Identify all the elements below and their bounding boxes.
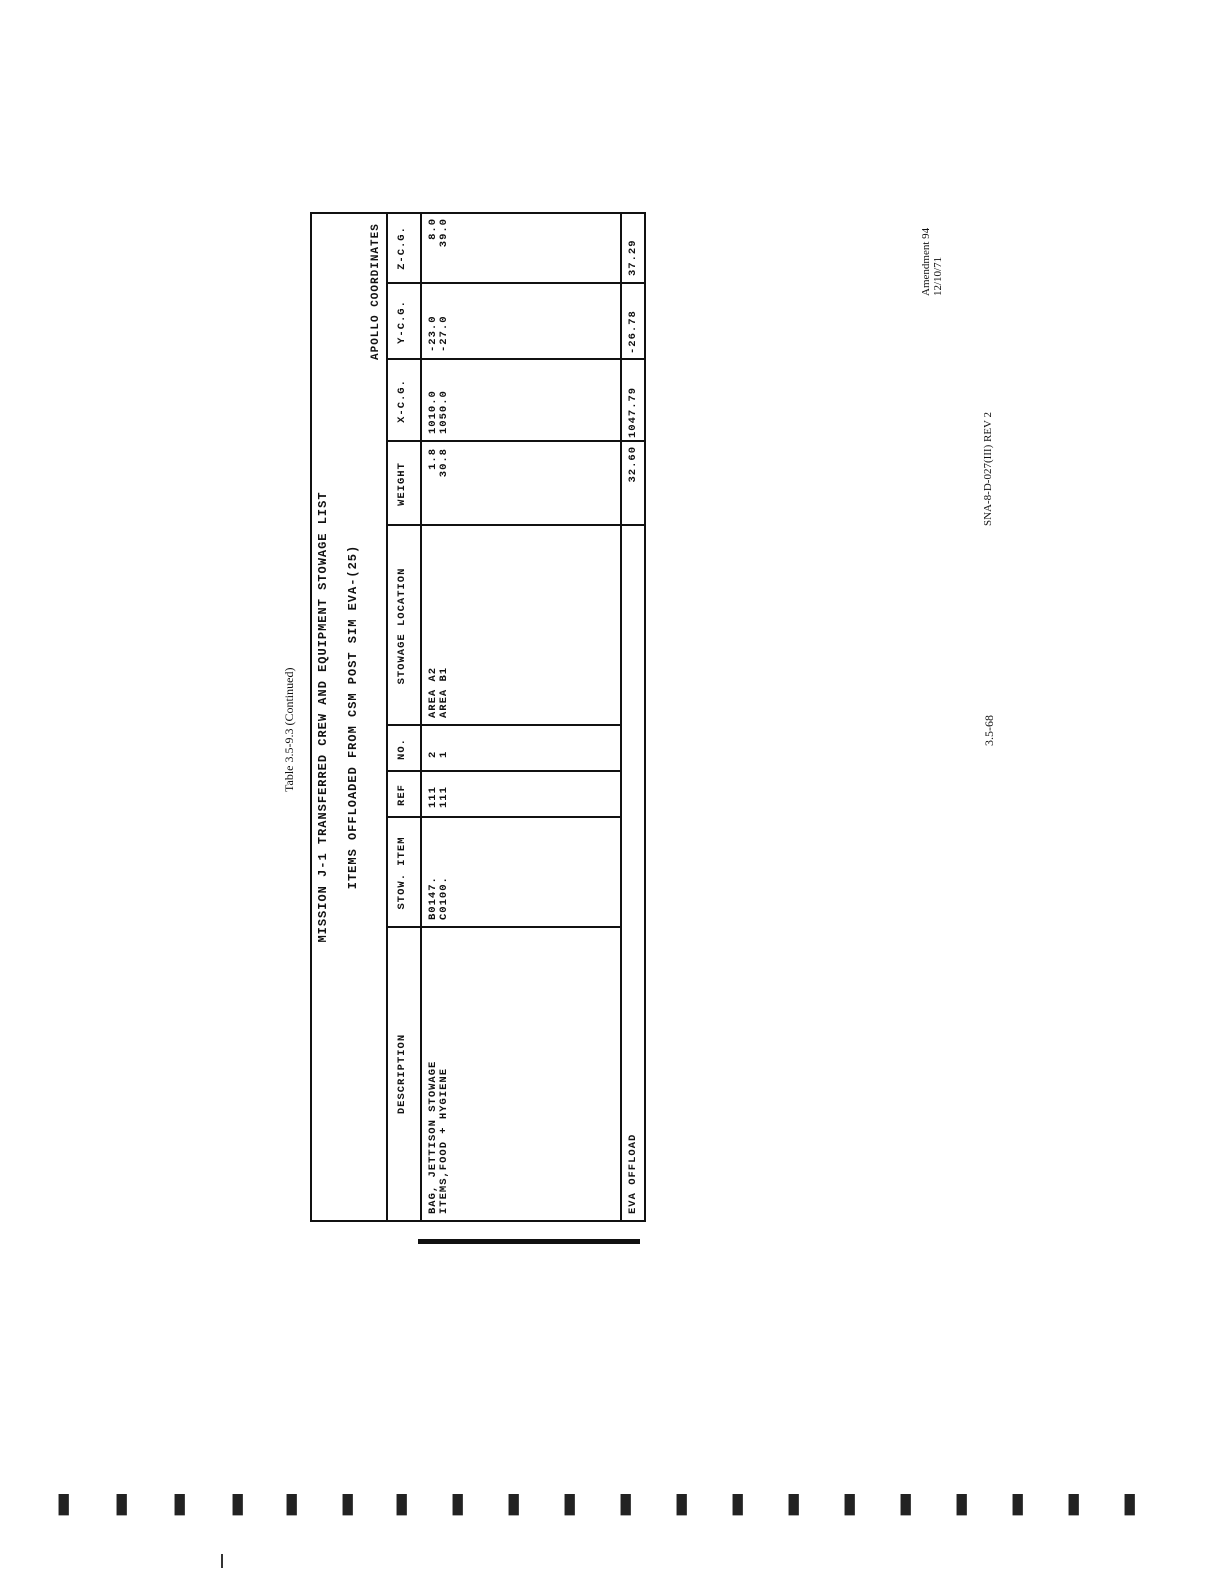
page-number: 3.5-68 xyxy=(982,715,996,746)
row-z-cg: 8.0 39.0 xyxy=(427,218,450,248)
row-weight: 1.8 30.8 xyxy=(427,448,450,478)
col-description: DESCRIPTION xyxy=(396,1033,408,1115)
table-title: MISSION J-1 TRANSFERRED CREW AND EQUIPMENT STOWAGE LIST xyxy=(316,491,330,943)
col-ref: REF xyxy=(396,784,408,806)
scan-tick xyxy=(221,1554,223,1568)
col-stow-item: STOW. ITEM xyxy=(396,836,408,910)
header-rule xyxy=(386,214,388,1220)
amendment-label: Amendment 94 xyxy=(920,227,932,296)
row-no: 2 1 xyxy=(427,750,450,758)
table-subtitle: ITEMS OFFLOADED FROM CSM POST SIM EVA-(25) xyxy=(346,544,360,890)
amendment-date: 12/10/71 xyxy=(932,256,944,296)
total-x-cg: 1047.79 xyxy=(627,386,639,438)
row-y-cg: -23.0 -27.0 xyxy=(427,315,450,352)
column-header-rule xyxy=(420,214,422,1220)
coord-group-heading: APOLLO COORDINATES xyxy=(370,223,382,360)
row-description: BAG, JETTISON STOWAGE ITEMS,FOOD + HYGIENE xyxy=(427,1060,450,1214)
scan-edge-marks: ▮ ▮ ▮ ▮ ▮ ▮ ▮ ▮ ▮ ▮ ▮ ▮ ▮ ▮ ▮ ▮ ▮ ▮ ▮ ▮ xyxy=(56,1488,1138,1519)
row-ref: 111 111 xyxy=(427,786,450,808)
total-rule xyxy=(620,214,622,1220)
total-z-cg: 37.29 xyxy=(627,239,639,276)
row-x-cg: 1010.0 1050.0 xyxy=(427,390,450,434)
amendment-note xyxy=(920,228,944,296)
col-location: STOWAGE LOCATION xyxy=(396,567,408,685)
total-label: EVA OFFLOAD xyxy=(627,1133,639,1214)
table-caption: Table 3.5-9.3 (Continued) xyxy=(282,667,296,792)
row-stow-item: B0147. C0100. xyxy=(427,876,450,920)
change-bar xyxy=(418,1239,640,1244)
col-no: NO. xyxy=(396,738,408,760)
row-location: AREA A2 AREA B1 xyxy=(427,666,450,718)
col-z-cg: Z-C.G. xyxy=(396,226,408,270)
total-weight: 32.60 xyxy=(627,446,639,483)
col-x-cg: X-C.G. xyxy=(396,379,408,423)
col-y-cg: Y-C.G. xyxy=(396,300,408,344)
total-y-cg: -26.78 xyxy=(627,310,639,354)
document-id: SNA-8-D-027(III) REV 2 xyxy=(982,411,994,526)
stowage-table xyxy=(310,212,646,1222)
col-weight: WEIGHT xyxy=(396,462,408,506)
